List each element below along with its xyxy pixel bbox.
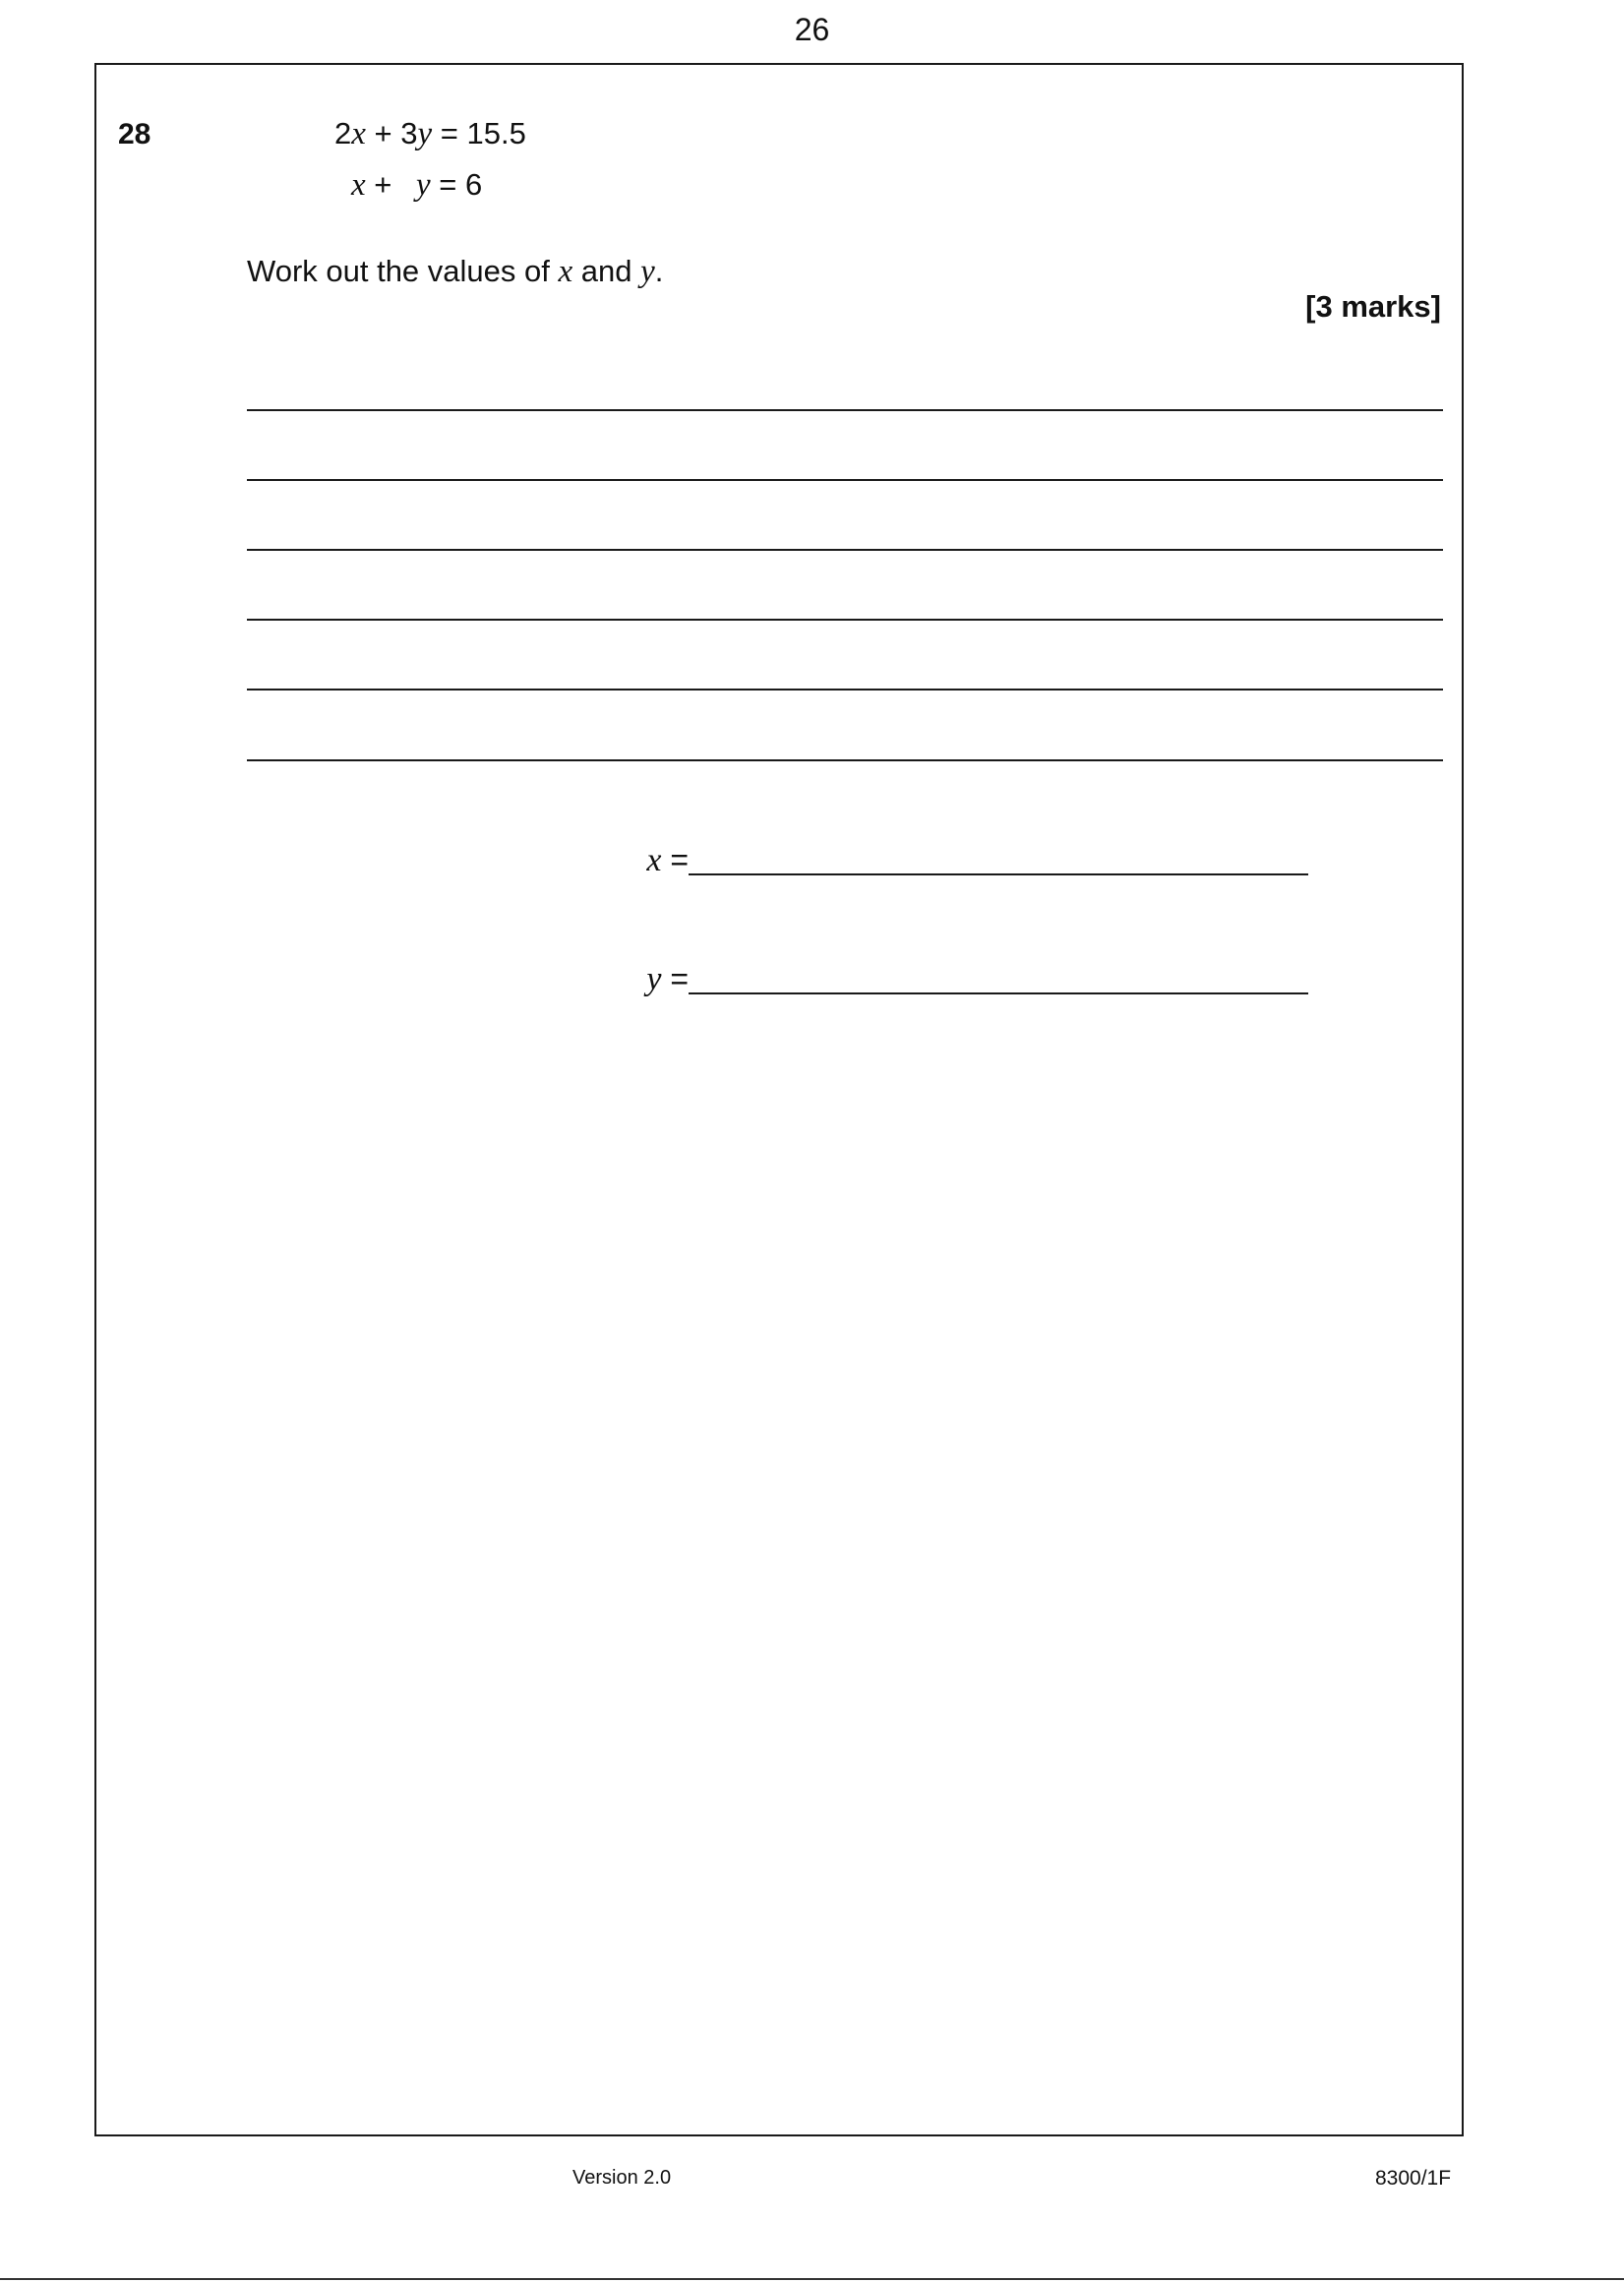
answer-y-field[interactable] xyxy=(689,992,1308,994)
answer-y-equals: = xyxy=(661,961,689,996)
equation-1-var-y: y xyxy=(417,116,433,151)
answer-x-row xyxy=(590,840,1308,879)
working-line-6[interactable] xyxy=(247,759,1443,761)
equation-2-equals: = xyxy=(439,167,457,202)
footer-version: Version 2.0 xyxy=(572,2167,672,2189)
working-line-4[interactable] xyxy=(247,619,1443,621)
page-number: 26 xyxy=(794,12,830,47)
answer-x-var: x xyxy=(646,842,662,878)
equation-1-coef-y: 3 xyxy=(400,116,418,150)
answer-x-field[interactable] xyxy=(689,873,1308,875)
equation-1-coef-x: 2 xyxy=(334,116,352,150)
equation-1-rhs: 15.5 xyxy=(466,116,526,150)
answer-x-label xyxy=(646,842,689,879)
equation-2-var-y: y xyxy=(416,167,431,203)
working-line-3[interactable] xyxy=(247,549,1443,551)
page-bottom-edge xyxy=(0,2278,1624,2280)
instruction-var-x: x xyxy=(558,254,573,289)
marks-label: [3 marks] xyxy=(1305,289,1441,324)
equation-2 xyxy=(351,167,482,204)
question-number: 28 xyxy=(118,118,151,150)
equation-2-plus: + xyxy=(374,167,392,202)
working-line-5[interactable] xyxy=(247,689,1443,691)
working-line-2[interactable] xyxy=(247,479,1443,481)
answer-y-label xyxy=(646,961,689,998)
footer-paper-code: 8300/1F xyxy=(1375,2167,1452,2190)
answer-y-var: y xyxy=(646,961,662,997)
equation-2-rhs: 6 xyxy=(465,167,483,202)
instruction-prefix: Work out the values of xyxy=(247,254,559,288)
equation-1 xyxy=(334,116,526,152)
equation-1-var-x: x xyxy=(351,116,366,151)
equation-2-var-x: x xyxy=(351,167,366,203)
equation-1-equals: = xyxy=(440,116,458,150)
question-instruction xyxy=(247,254,663,290)
answer-frame xyxy=(94,63,1464,2136)
equation-1-plus: + xyxy=(374,116,392,150)
instruction-middle: and xyxy=(572,254,641,288)
instruction-var-y: y xyxy=(640,254,655,289)
answer-y-row xyxy=(590,959,1308,998)
working-line-1[interactable] xyxy=(247,409,1443,411)
instruction-suffix: . xyxy=(654,254,664,288)
answer-x-equals: = xyxy=(661,842,689,877)
